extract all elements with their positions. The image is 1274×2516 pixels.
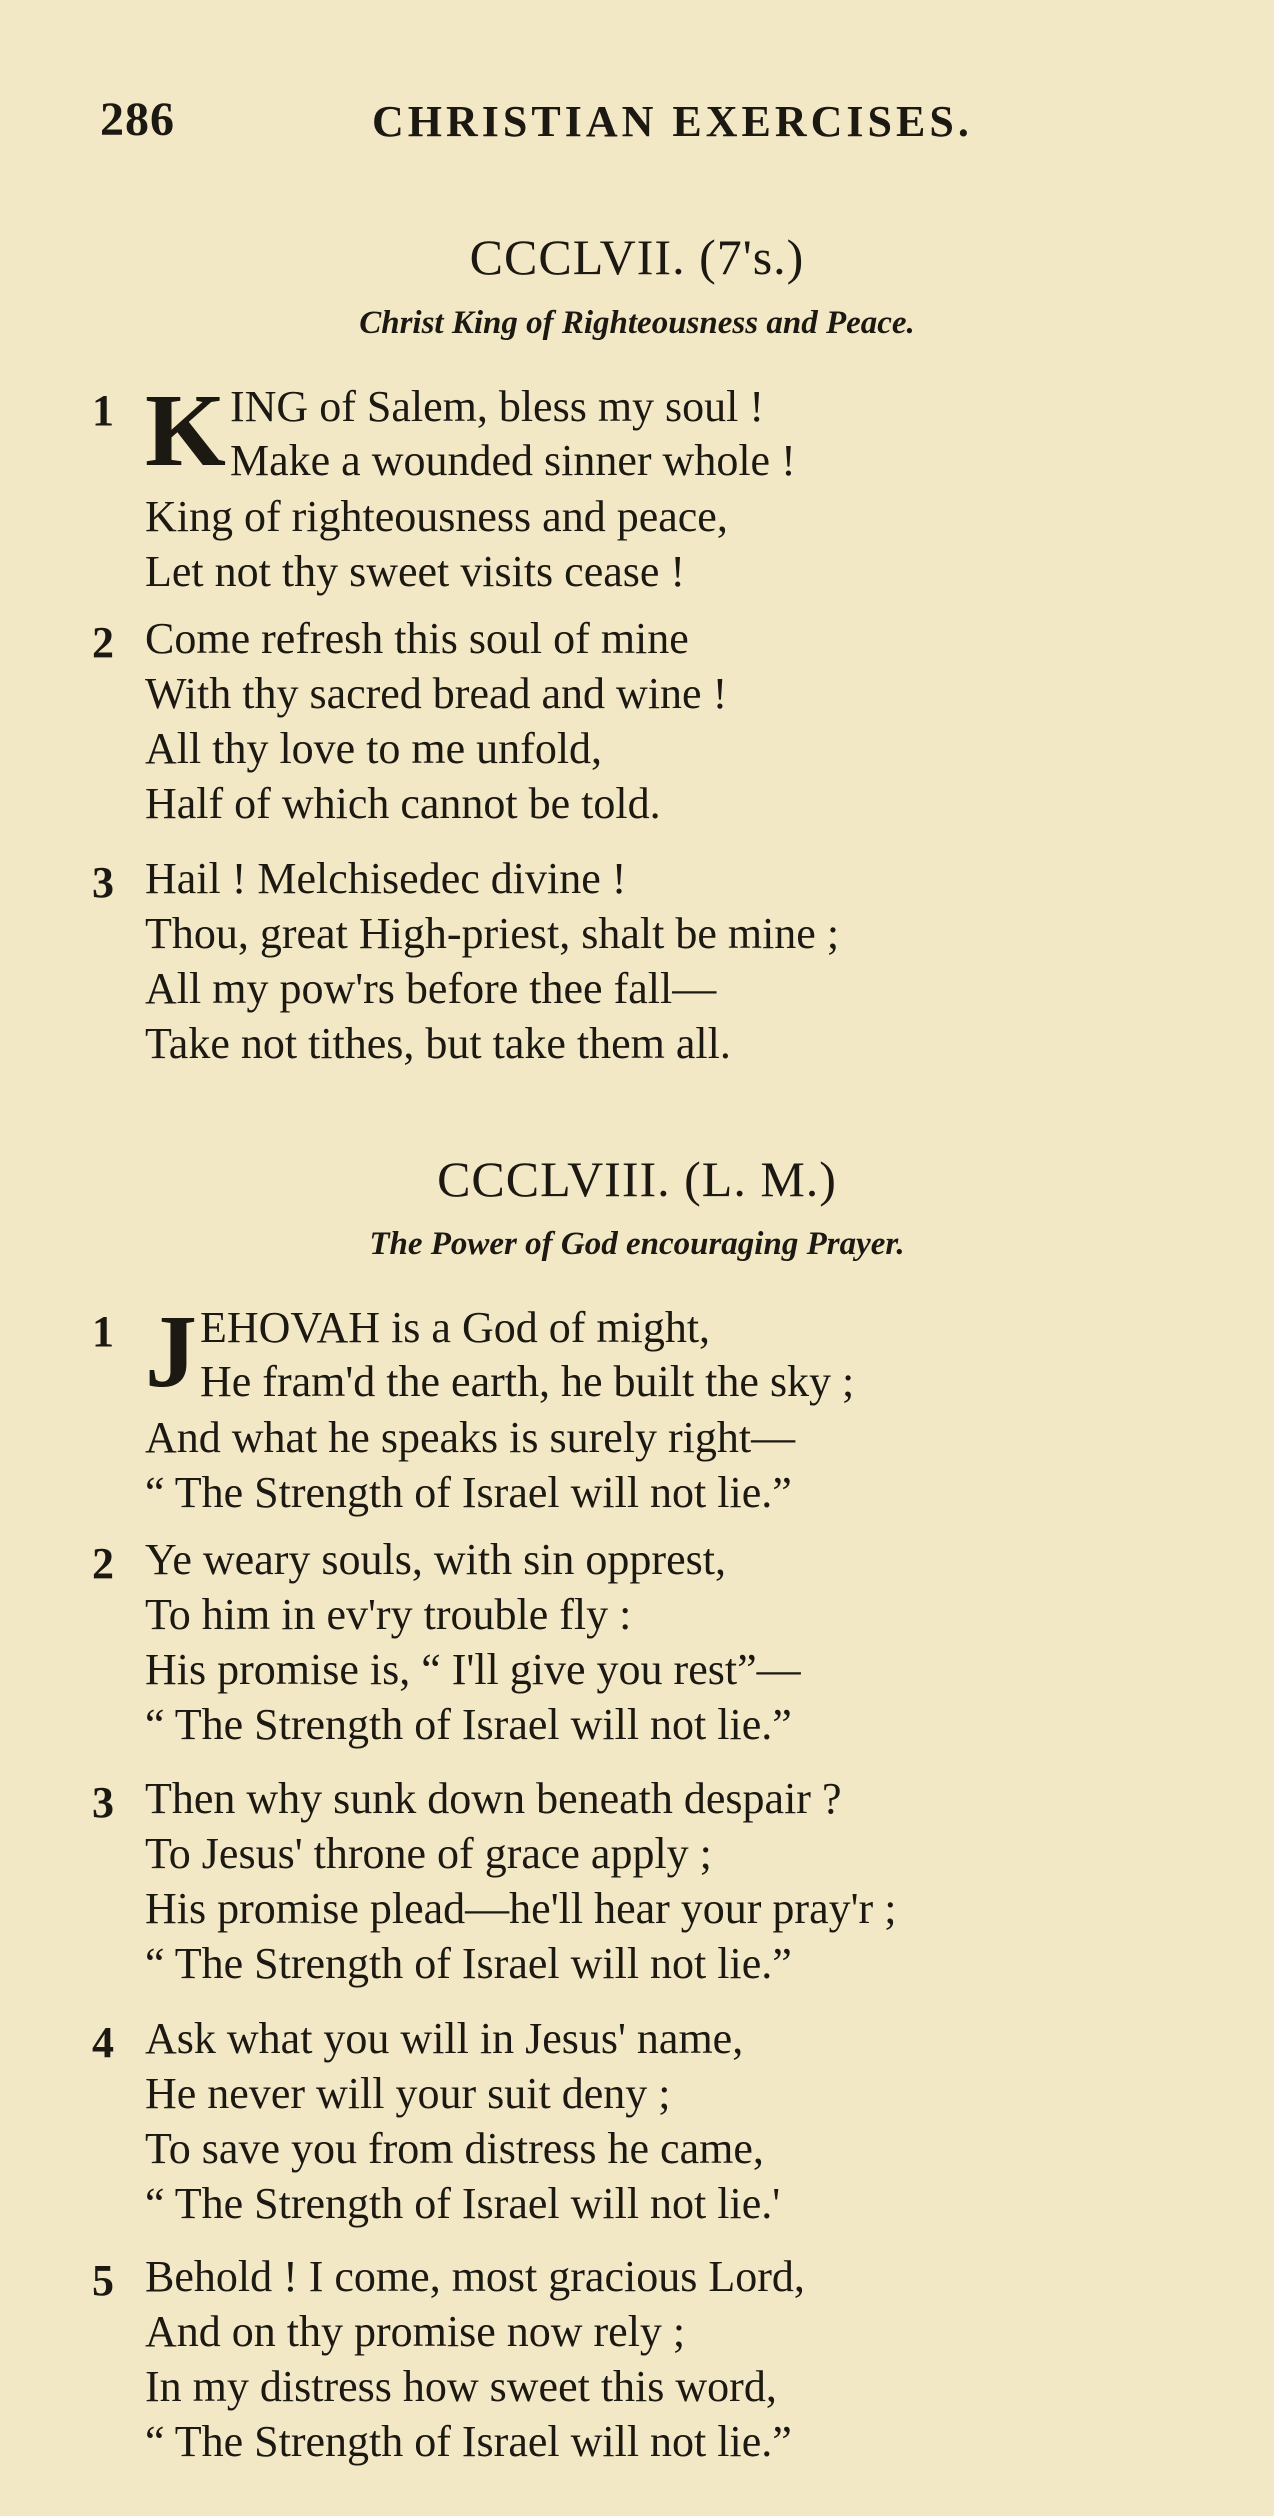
verse-line: “ The Strength of Israel will not lie.” <box>145 1468 792 1517</box>
verse-line: He never will your suit deny ; <box>145 2069 671 2118</box>
verse-line: Half of which cannot be told. <box>145 779 661 828</box>
verse-number: 1 <box>92 1307 114 1356</box>
drop-cap: K <box>145 373 226 488</box>
verse-line: Let not thy sweet visits cease ! <box>145 547 686 596</box>
drop-cap: J <box>145 1294 197 1409</box>
verse-number: 4 <box>92 2018 114 2067</box>
verse-line: In my distress how sweet this word, <box>145 2362 777 2411</box>
verse-line: Hail ! Melchisedec divine ! <box>145 854 627 903</box>
running-title: CHRISTIAN EXERCISES. <box>372 97 973 146</box>
verse-line: Ask what you will in Jesus' name, <box>145 2014 744 2063</box>
verse-line: All my pow'rs before thee fall— <box>145 964 717 1013</box>
verse-line: He fram'd the earth, he built the sky ; <box>200 1357 855 1406</box>
verse-line: ING of Salem, bless my soul ! <box>230 382 765 431</box>
verse-line: With thy sacred bread and wine ! <box>145 669 728 718</box>
verse-line: King of righteousness and peace, <box>145 492 728 541</box>
verse-line: His promise is, “ I'll give you rest”— <box>145 1645 801 1694</box>
verse-number: 2 <box>92 618 114 667</box>
hymn-title: The Power of God encouraging Prayer. <box>369 1226 905 1262</box>
verse-line: “ The Strength of Israel will not lie.” <box>145 2417 792 2466</box>
verse-line: Come refresh this soul of mine <box>145 614 689 663</box>
verse-line: All thy love to me unfold, <box>145 724 603 773</box>
verse-line: “ The Strength of Israel will not lie.” <box>145 1700 792 1749</box>
verse-line: And on thy promise now rely ; <box>145 2307 686 2356</box>
hymn-number: CCCLVIII. (L. M.) <box>437 1151 837 1207</box>
verse-line: And what he speaks is surely right— <box>145 1413 796 1462</box>
verse-line: His promise plead—he'll hear your pray'r ; <box>145 1884 897 1933</box>
verse-line: To save you from distress he came, <box>145 2124 764 2173</box>
verse-line: To Jesus' throne of grace apply ; <box>145 1829 712 1878</box>
verse-number: 1 <box>92 386 114 435</box>
hymn-title: Christ King of Righteousness and Peace. <box>359 305 915 341</box>
verse-number: 3 <box>92 858 114 907</box>
verse-line: “ The Strength of Israel will not lie.' <box>145 2179 781 2228</box>
verse-line: Behold ! I come, most gracious Lord, <box>145 2252 805 2301</box>
running-head <box>0 92 1274 152</box>
verse-number: 2 <box>92 1539 114 1588</box>
verse-number: 3 <box>92 1778 114 1827</box>
page-number: 286 <box>100 93 175 146</box>
verse-line: Take not tithes, but take them all. <box>145 1019 731 1068</box>
verse-line: EHOVAH is a God of might, <box>200 1303 711 1352</box>
verse-line: “ The Strength of Israel will not lie.” <box>145 1939 792 1988</box>
verse-line: Thou, great High-priest, shalt be mine ; <box>145 909 840 958</box>
verse-line: To him in ev'ry trouble fly : <box>145 1590 632 1639</box>
hymn-number: CCCLVII. (7's.) <box>469 229 805 285</box>
verse-line: Then why sunk down beneath despair ? <box>145 1774 842 1823</box>
verse-line: Make a wounded sinner whole ! <box>230 436 796 485</box>
verse-line: Ye weary souls, with sin opprest, <box>145 1535 726 1584</box>
verse-number: 5 <box>92 2256 114 2305</box>
